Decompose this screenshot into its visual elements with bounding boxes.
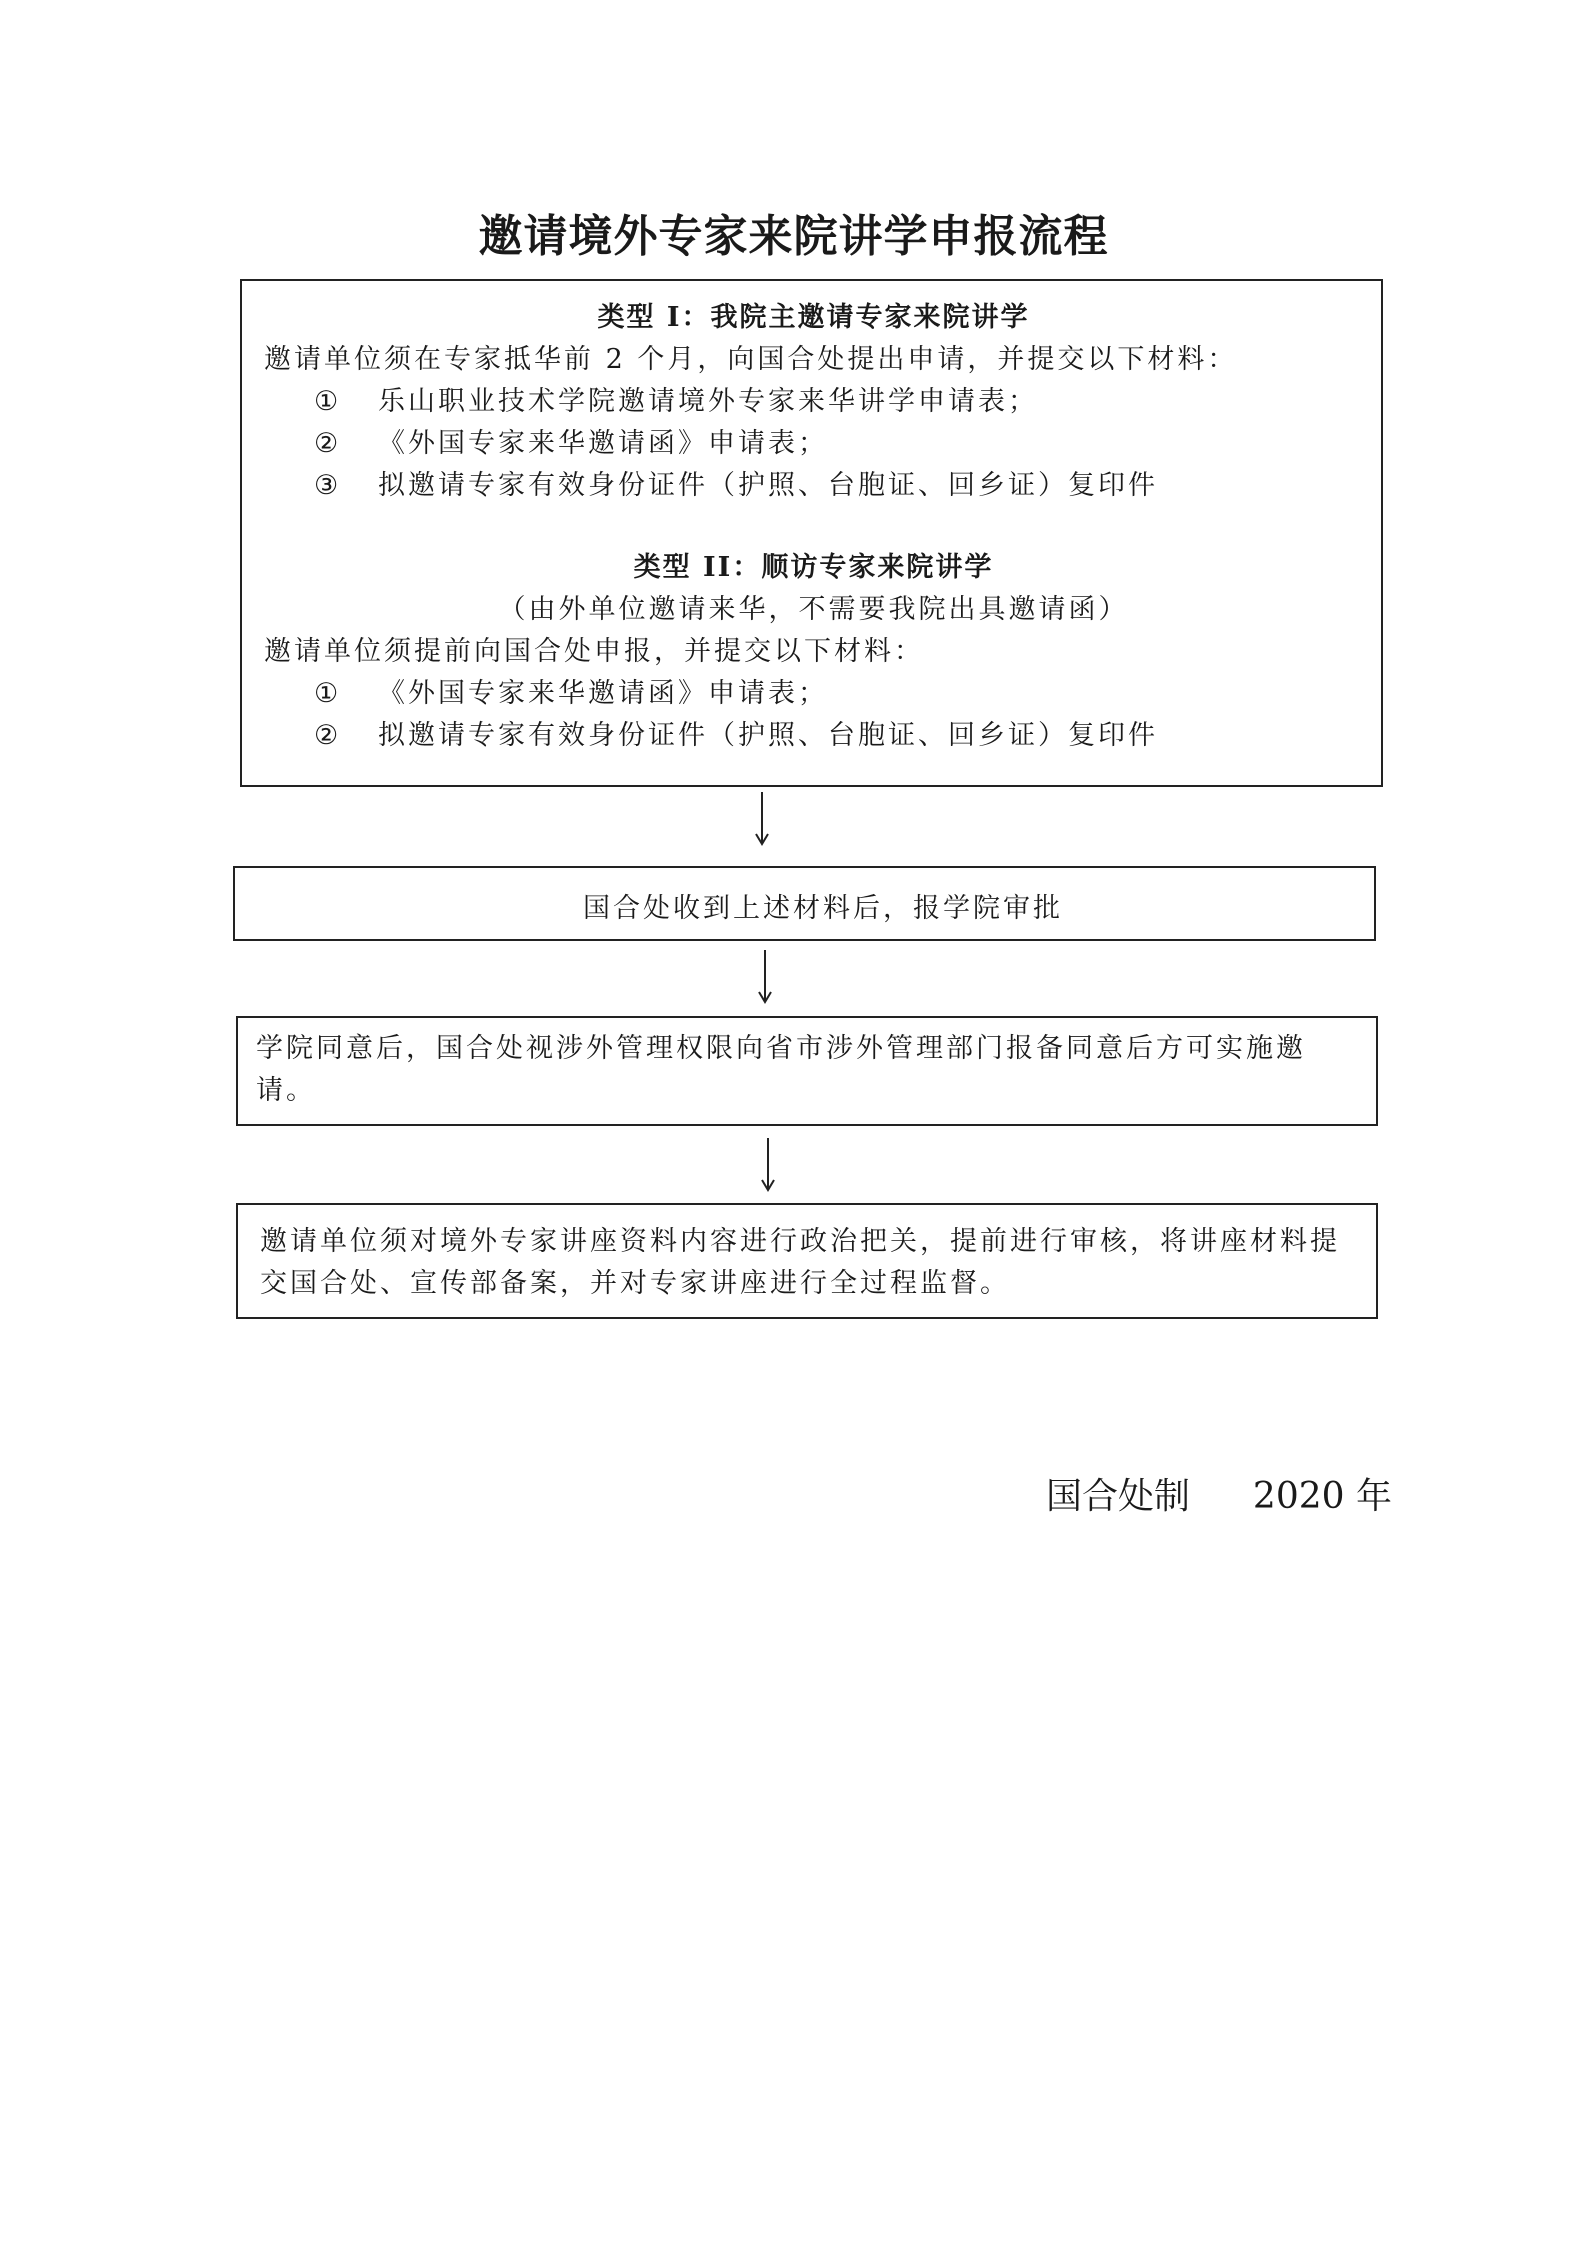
item-number: ② xyxy=(314,428,342,459)
item-number: ③ xyxy=(314,470,342,501)
supervision-step-text: 邀请单位须对境外专家讲座资料内容进行政治把关，提前进行审核，将讲座材料提交国合处、宣传部备案，并对专家讲座进行全过程监督。 xyxy=(260,1226,1340,1299)
type2-note: （由外单位邀请来华，不需要我院出具邀请函） xyxy=(498,594,1129,625)
item-text: 《外国专家来华邀请函》申请表； xyxy=(378,678,828,709)
footer-year: 2020 年 xyxy=(1252,1476,1392,1517)
supervision-step-box xyxy=(236,1203,1378,1319)
type2-item-2 xyxy=(314,713,1158,752)
review-step-text: 国合处收到上述材料后，报学院审批 xyxy=(583,893,1063,924)
flow-arrow-1 xyxy=(750,790,774,848)
type1-item-1 xyxy=(314,379,1038,418)
type1-item-2 xyxy=(314,421,828,460)
type1-item-3 xyxy=(314,463,1158,502)
footer xyxy=(1046,1468,1392,1519)
approval-step-text: 学院同意后，国合处视涉外管理权限向省市涉外管理部门报备同意后方可实施邀请。 xyxy=(256,1033,1306,1106)
item-number: ① xyxy=(314,678,342,709)
item-text: 《外国专家来华邀请函》申请表； xyxy=(378,428,828,459)
footer-org: 国合处制 xyxy=(1046,1476,1191,1517)
review-step-box xyxy=(233,866,1376,941)
type1-intro: 邀请单位须在专家抵华前 2 个月，向国合处提出申请，并提交以下材料： xyxy=(264,344,1238,375)
type2-item-1 xyxy=(314,671,828,710)
type1-heading: 类型 I：我院主邀请专家来院讲学 xyxy=(597,302,1030,333)
item-number: ① xyxy=(314,386,342,417)
flow-arrow-3 xyxy=(756,1136,780,1194)
flow-arrow-2 xyxy=(753,948,777,1006)
page-title: 邀请境外专家来院讲学申报流程 xyxy=(478,211,1109,262)
item-text: 拟邀请专家有效身份证件（护照、台胞证、回乡证）复印件 xyxy=(378,720,1158,751)
type2-heading: 类型 II：顺访专家来院讲学 xyxy=(633,552,994,583)
item-text: 拟邀请专家有效身份证件（护照、台胞证、回乡证）复印件 xyxy=(378,470,1158,501)
item-number: ② xyxy=(314,720,342,751)
item-text: 乐山职业技术学院邀请境外专家来华讲学申请表； xyxy=(378,386,1038,417)
application-materials-box xyxy=(240,279,1383,787)
approval-step-box xyxy=(236,1016,1378,1126)
type2-intro: 邀请单位须提前向国合处申报，并提交以下材料： xyxy=(264,636,924,667)
